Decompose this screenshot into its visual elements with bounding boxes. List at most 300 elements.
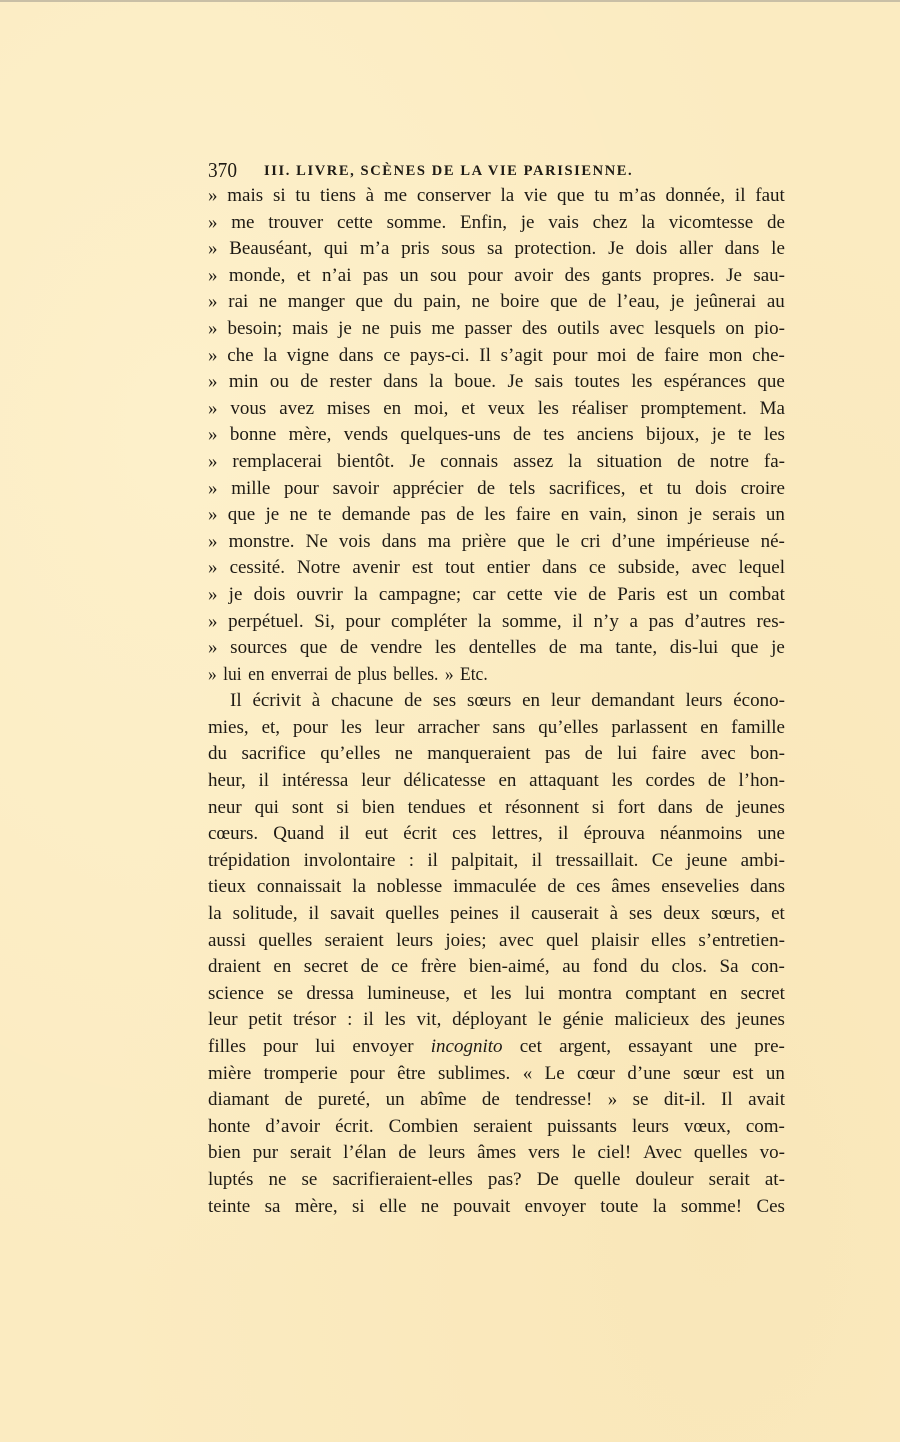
- word: le: [771, 238, 785, 260]
- word: lui: [617, 743, 638, 765]
- word: Il: [479, 344, 491, 366]
- word: pre-: [754, 1036, 785, 1057]
- word: seraient: [473, 1115, 533, 1137]
- word: outils: [557, 317, 600, 339]
- word: Je: [726, 264, 742, 286]
- word: avenir: [352, 557, 400, 579]
- word: ces: [576, 876, 601, 898]
- word: Il: [721, 1089, 733, 1111]
- word: est: [666, 583, 688, 605]
- word: monstre.: [228, 530, 295, 552]
- word: joies;: [445, 929, 487, 951]
- word: savait: [330, 903, 375, 925]
- word: mille: [231, 477, 271, 499]
- word: apprécier: [392, 477, 464, 499]
- word: leurs: [396, 929, 434, 951]
- word: ses: [432, 690, 457, 712]
- word: cessité.: [229, 557, 285, 579]
- word: chacune: [331, 690, 394, 712]
- line-words: [208, 688, 785, 715]
- word: connaissait: [256, 876, 342, 898]
- word: trépidation: [208, 849, 291, 871]
- word: avoir: [514, 264, 554, 286]
- word: subside,: [617, 557, 680, 579]
- text-line: [208, 981, 785, 1008]
- word: en: [248, 663, 265, 685]
- word: »: [208, 530, 218, 552]
- text-line: [208, 1167, 785, 1194]
- word: et: [771, 903, 785, 925]
- word: toute: [600, 1195, 639, 1217]
- word: tiens: [319, 185, 356, 206]
- word: en: [498, 770, 517, 792]
- word: leurs: [685, 690, 723, 712]
- word: Avec: [643, 1142, 682, 1164]
- word: éprouva: [583, 823, 645, 845]
- line-words: [208, 555, 785, 582]
- word: serais: [712, 504, 756, 526]
- line-words: [208, 582, 785, 609]
- word: vit,: [416, 1009, 442, 1031]
- word: demande: [341, 504, 411, 526]
- word: »: [208, 317, 218, 339]
- word: Ne: [305, 530, 328, 552]
- text-line: [208, 928, 785, 955]
- word: faire: [515, 504, 551, 526]
- word: bon-: [750, 743, 785, 765]
- word: serait: [708, 1168, 750, 1190]
- text-line: [208, 183, 785, 210]
- word: te: [317, 504, 332, 526]
- word: les: [631, 371, 653, 393]
- word: de: [766, 211, 785, 233]
- word: il: [557, 823, 569, 845]
- word: demandant: [591, 690, 675, 712]
- word: seraient: [324, 929, 384, 951]
- word: qui: [323, 238, 349, 260]
- word: combat: [728, 583, 785, 605]
- word: pas: [545, 743, 571, 765]
- word: se: [632, 1089, 649, 1111]
- word: dans: [542, 557, 577, 579]
- word: conserver: [416, 185, 491, 206]
- word: palpitait,: [451, 849, 519, 871]
- word: cri: [580, 530, 601, 552]
- word: famille: [731, 716, 785, 738]
- word: sublimes.: [438, 1062, 511, 1084]
- word: dois: [253, 583, 286, 605]
- word: le: [555, 530, 570, 552]
- text-line: [208, 715, 785, 742]
- word: Ma: [759, 397, 785, 419]
- word: »: [208, 424, 218, 446]
- word: et: [463, 982, 478, 1004]
- word: tieux: [208, 876, 246, 898]
- word: dans: [724, 238, 760, 260]
- word: sacrifieraient-elles: [332, 1168, 473, 1190]
- word: »: [208, 583, 218, 605]
- word: moi: [597, 344, 627, 366]
- word: lui: [223, 663, 242, 685]
- line-words: [208, 981, 785, 1008]
- text-line: [208, 210, 785, 237]
- line-words: [208, 502, 785, 529]
- word: ne: [268, 1168, 287, 1190]
- word: un: [385, 1089, 405, 1111]
- word: connais: [440, 450, 499, 472]
- word: pas: [420, 504, 446, 526]
- word: pour: [345, 610, 381, 632]
- word: on: [725, 317, 745, 339]
- word: envoyer: [524, 1195, 586, 1217]
- word: sont: [291, 796, 324, 818]
- word: d’une: [627, 1062, 671, 1084]
- text-line: [208, 555, 785, 582]
- word: sinon: [636, 504, 679, 526]
- word: ne: [289, 504, 308, 526]
- word: savoir: [332, 477, 380, 499]
- word: leurs: [428, 1142, 466, 1164]
- line-words: [208, 821, 785, 848]
- word: qu’elles: [538, 716, 599, 738]
- word: se: [277, 982, 294, 1004]
- body-text: [208, 183, 785, 1220]
- word: Combien: [388, 1115, 459, 1137]
- word: dois: [635, 238, 668, 260]
- word: diamant: [208, 1089, 270, 1111]
- word: Le: [544, 1062, 565, 1084]
- word: draient: [208, 956, 261, 978]
- word: les: [611, 770, 633, 792]
- word: lequel: [738, 557, 785, 579]
- word: clos.: [671, 956, 707, 978]
- line-words: [208, 316, 785, 343]
- word: vers: [528, 1142, 560, 1164]
- word: des: [521, 317, 548, 339]
- word: dans: [657, 796, 693, 818]
- word: lumineuse,: [367, 982, 451, 1004]
- line-words: [208, 715, 785, 742]
- paragraph-first-line: [208, 688, 785, 715]
- word: prière: [461, 530, 507, 552]
- word: chez: [592, 211, 628, 233]
- word: besoin;: [227, 317, 283, 339]
- word: une: [709, 1036, 738, 1057]
- word: avec: [700, 743, 736, 765]
- page-number: 370: [208, 158, 237, 182]
- word: quelles: [693, 1142, 748, 1164]
- text-line: [208, 263, 785, 290]
- word: tu: [594, 185, 610, 206]
- word: «: [522, 1062, 533, 1084]
- word: situation: [596, 450, 663, 472]
- word: et,: [261, 716, 281, 738]
- word: qui: [254, 796, 279, 818]
- word: vends: [343, 424, 389, 446]
- word: en: [522, 690, 541, 712]
- text-line: [208, 1087, 785, 1114]
- word: pur: [252, 1142, 279, 1164]
- running-head-title: III. LIVRE, SCÈNES DE LA VIE PARISIENNE.: [264, 163, 634, 179]
- word: avec: [691, 557, 727, 579]
- word: tromperie: [263, 1062, 338, 1084]
- text-line: [208, 635, 785, 662]
- word: mies,: [208, 716, 249, 738]
- word: à: [365, 185, 375, 206]
- text-line: [208, 609, 785, 636]
- line-words: [208, 954, 785, 981]
- word: involontaire: [303, 849, 396, 871]
- word: donnée,: [665, 185, 726, 206]
- word: leurs: [631, 1115, 669, 1137]
- word: vicomtesse: [668, 211, 754, 233]
- word: je: [688, 504, 703, 526]
- word: âmes: [477, 1142, 517, 1164]
- word: vie: [524, 185, 548, 206]
- word: »: [208, 450, 218, 472]
- word: Ce: [651, 849, 673, 871]
- word: pour: [284, 477, 319, 499]
- word: »: [607, 1089, 618, 1111]
- word: de: [512, 424, 531, 446]
- word: ma: [579, 637, 603, 659]
- word: dans: [383, 371, 418, 393]
- word: en: [700, 716, 719, 738]
- word: ne: [394, 743, 413, 765]
- text-line: [208, 662, 785, 689]
- word: plaisir: [591, 929, 639, 951]
- word: néanmoins: [659, 823, 743, 845]
- text-line: [208, 369, 785, 396]
- word: les: [490, 982, 512, 1004]
- word: elles: [651, 929, 686, 951]
- word: avec: [498, 929, 534, 951]
- word: sais: [534, 371, 564, 393]
- word: pas?: [487, 1168, 522, 1190]
- word: dans: [338, 344, 374, 366]
- word: de: [588, 291, 607, 313]
- word: monde,: [228, 264, 286, 286]
- word: puissants: [547, 1115, 617, 1137]
- word: sans: [492, 716, 526, 738]
- line-words: [208, 1194, 785, 1221]
- word: mon: [708, 344, 743, 366]
- word: et: [639, 477, 653, 499]
- word: cette: [336, 211, 373, 233]
- word: que: [517, 530, 545, 552]
- word: des: [564, 264, 590, 286]
- word: faire: [664, 344, 699, 366]
- word: puis: [389, 317, 422, 339]
- word: si: [351, 1195, 365, 1217]
- word: leur: [208, 1009, 238, 1031]
- word: »: [208, 211, 218, 233]
- word: qu’elles: [320, 743, 381, 765]
- word: Je: [507, 371, 524, 393]
- word: si: [272, 185, 286, 206]
- word: vous: [230, 397, 267, 419]
- word: les: [384, 1009, 406, 1031]
- word: Ces: [756, 1195, 785, 1217]
- word: et: [461, 397, 475, 419]
- text-line: [208, 795, 785, 822]
- line-words: [208, 795, 785, 822]
- word: comptant: [625, 982, 696, 1004]
- italic-word: incognito: [430, 1036, 503, 1057]
- word: de: [398, 1142, 417, 1164]
- word: dentelles: [468, 637, 537, 659]
- word: l’eau,: [616, 291, 660, 313]
- word: que: [731, 637, 759, 659]
- line-words: [208, 1167, 785, 1194]
- text-line: [208, 236, 785, 263]
- word: dois: [695, 477, 727, 499]
- word: un: [399, 264, 419, 286]
- word: écrit: [403, 823, 437, 845]
- word: mais: [292, 317, 329, 339]
- word: les: [484, 504, 506, 526]
- word: se: [301, 1168, 318, 1190]
- word: ne: [361, 317, 380, 339]
- word: croire: [740, 477, 785, 499]
- text-line: [208, 821, 785, 848]
- text-line: [208, 741, 785, 768]
- word: dis-lui: [669, 637, 719, 659]
- word: manger: [287, 291, 345, 313]
- line-words: [208, 369, 785, 396]
- word: tout: [445, 557, 475, 579]
- text-line: [208, 1194, 785, 1221]
- word: à: [609, 903, 619, 925]
- word: De: [536, 1168, 559, 1190]
- word: vie: [553, 583, 578, 605]
- word: peines: [450, 903, 499, 925]
- text-line: [208, 422, 785, 449]
- word: argent,: [559, 1036, 611, 1057]
- word: il: [531, 849, 543, 871]
- line-words: [208, 1087, 785, 1114]
- word: en: [273, 956, 292, 978]
- word: écono-: [733, 690, 785, 712]
- word: te: [737, 424, 752, 446]
- word: pris: [401, 238, 430, 260]
- word: Quand: [273, 823, 324, 845]
- word: me: [231, 211, 255, 233]
- text-line: [208, 502, 785, 529]
- word: tressaillait.: [555, 849, 639, 871]
- word: de: [707, 770, 726, 792]
- word: une: [757, 823, 785, 845]
- word: l’élan: [343, 1142, 387, 1164]
- word: aussi: [208, 929, 246, 951]
- word: sources: [230, 637, 288, 659]
- word: d’une: [611, 530, 656, 552]
- word: protection.: [514, 238, 597, 260]
- word: du: [393, 291, 413, 313]
- word: les: [763, 424, 785, 446]
- word: sa: [486, 238, 503, 260]
- word: ciel!: [597, 1142, 632, 1164]
- word: n’ai: [321, 264, 352, 286]
- word: la: [263, 344, 278, 366]
- text-line: [208, 1007, 785, 1034]
- word: ou: [269, 371, 289, 393]
- line-words: [208, 901, 785, 928]
- word: »: [208, 637, 218, 659]
- word: lui: [524, 982, 545, 1004]
- word: Notre: [297, 557, 341, 579]
- word: ce: [588, 557, 606, 579]
- word: ses: [629, 903, 653, 925]
- word: jeunes: [736, 1009, 785, 1031]
- word: vendre: [370, 637, 423, 659]
- word: que: [355, 291, 383, 313]
- word: l’hon-: [738, 770, 785, 792]
- word: dans: [381, 530, 417, 552]
- word: pio-: [754, 317, 785, 339]
- word: mère,: [294, 1195, 338, 1217]
- word: âmes: [611, 876, 651, 898]
- word: solitude,: [232, 903, 298, 925]
- word: eut: [364, 823, 389, 845]
- word: science: [208, 982, 264, 1004]
- word: la: [477, 610, 492, 632]
- line-words: [208, 928, 785, 955]
- word: il: [734, 185, 746, 206]
- word: Etc.: [460, 663, 488, 685]
- word: en: [383, 397, 402, 419]
- text-line: [208, 476, 785, 503]
- word: noblesse: [376, 876, 443, 898]
- word: quel: [546, 929, 579, 951]
- word: entier: [486, 557, 530, 579]
- line-words: [208, 396, 785, 423]
- word: »: [208, 371, 218, 393]
- word: con-: [751, 956, 785, 978]
- line-words: [208, 183, 785, 210]
- word: ne: [420, 1195, 439, 1217]
- word: de: [404, 690, 423, 712]
- word: un: [765, 1062, 785, 1084]
- word: bien-aimé,: [468, 956, 550, 978]
- word: au: [766, 291, 785, 313]
- text-line: [208, 1034, 785, 1061]
- word: des: [700, 1009, 726, 1031]
- word: être: [397, 1062, 426, 1084]
- word: délicatesse: [403, 770, 486, 792]
- word: secret: [303, 956, 349, 978]
- word: ce: [391, 956, 409, 978]
- word: Beauséant,: [229, 238, 313, 260]
- line-words: [208, 848, 785, 875]
- text-line: [208, 289, 785, 316]
- word: essayant: [628, 1036, 693, 1057]
- word: gants: [601, 264, 642, 286]
- word: déployant: [452, 1009, 528, 1031]
- word: espérances: [663, 371, 747, 393]
- word: m’a: [359, 238, 390, 260]
- line-words: [208, 210, 785, 237]
- word: de: [677, 450, 696, 472]
- word: leur: [374, 716, 405, 738]
- word: quelle: [573, 1168, 621, 1190]
- word: at-: [764, 1168, 785, 1190]
- word: je: [771, 637, 785, 659]
- word: che-: [752, 344, 785, 366]
- text-line: [208, 768, 785, 795]
- word: notre: [709, 450, 749, 472]
- line-words: [208, 1061, 785, 1088]
